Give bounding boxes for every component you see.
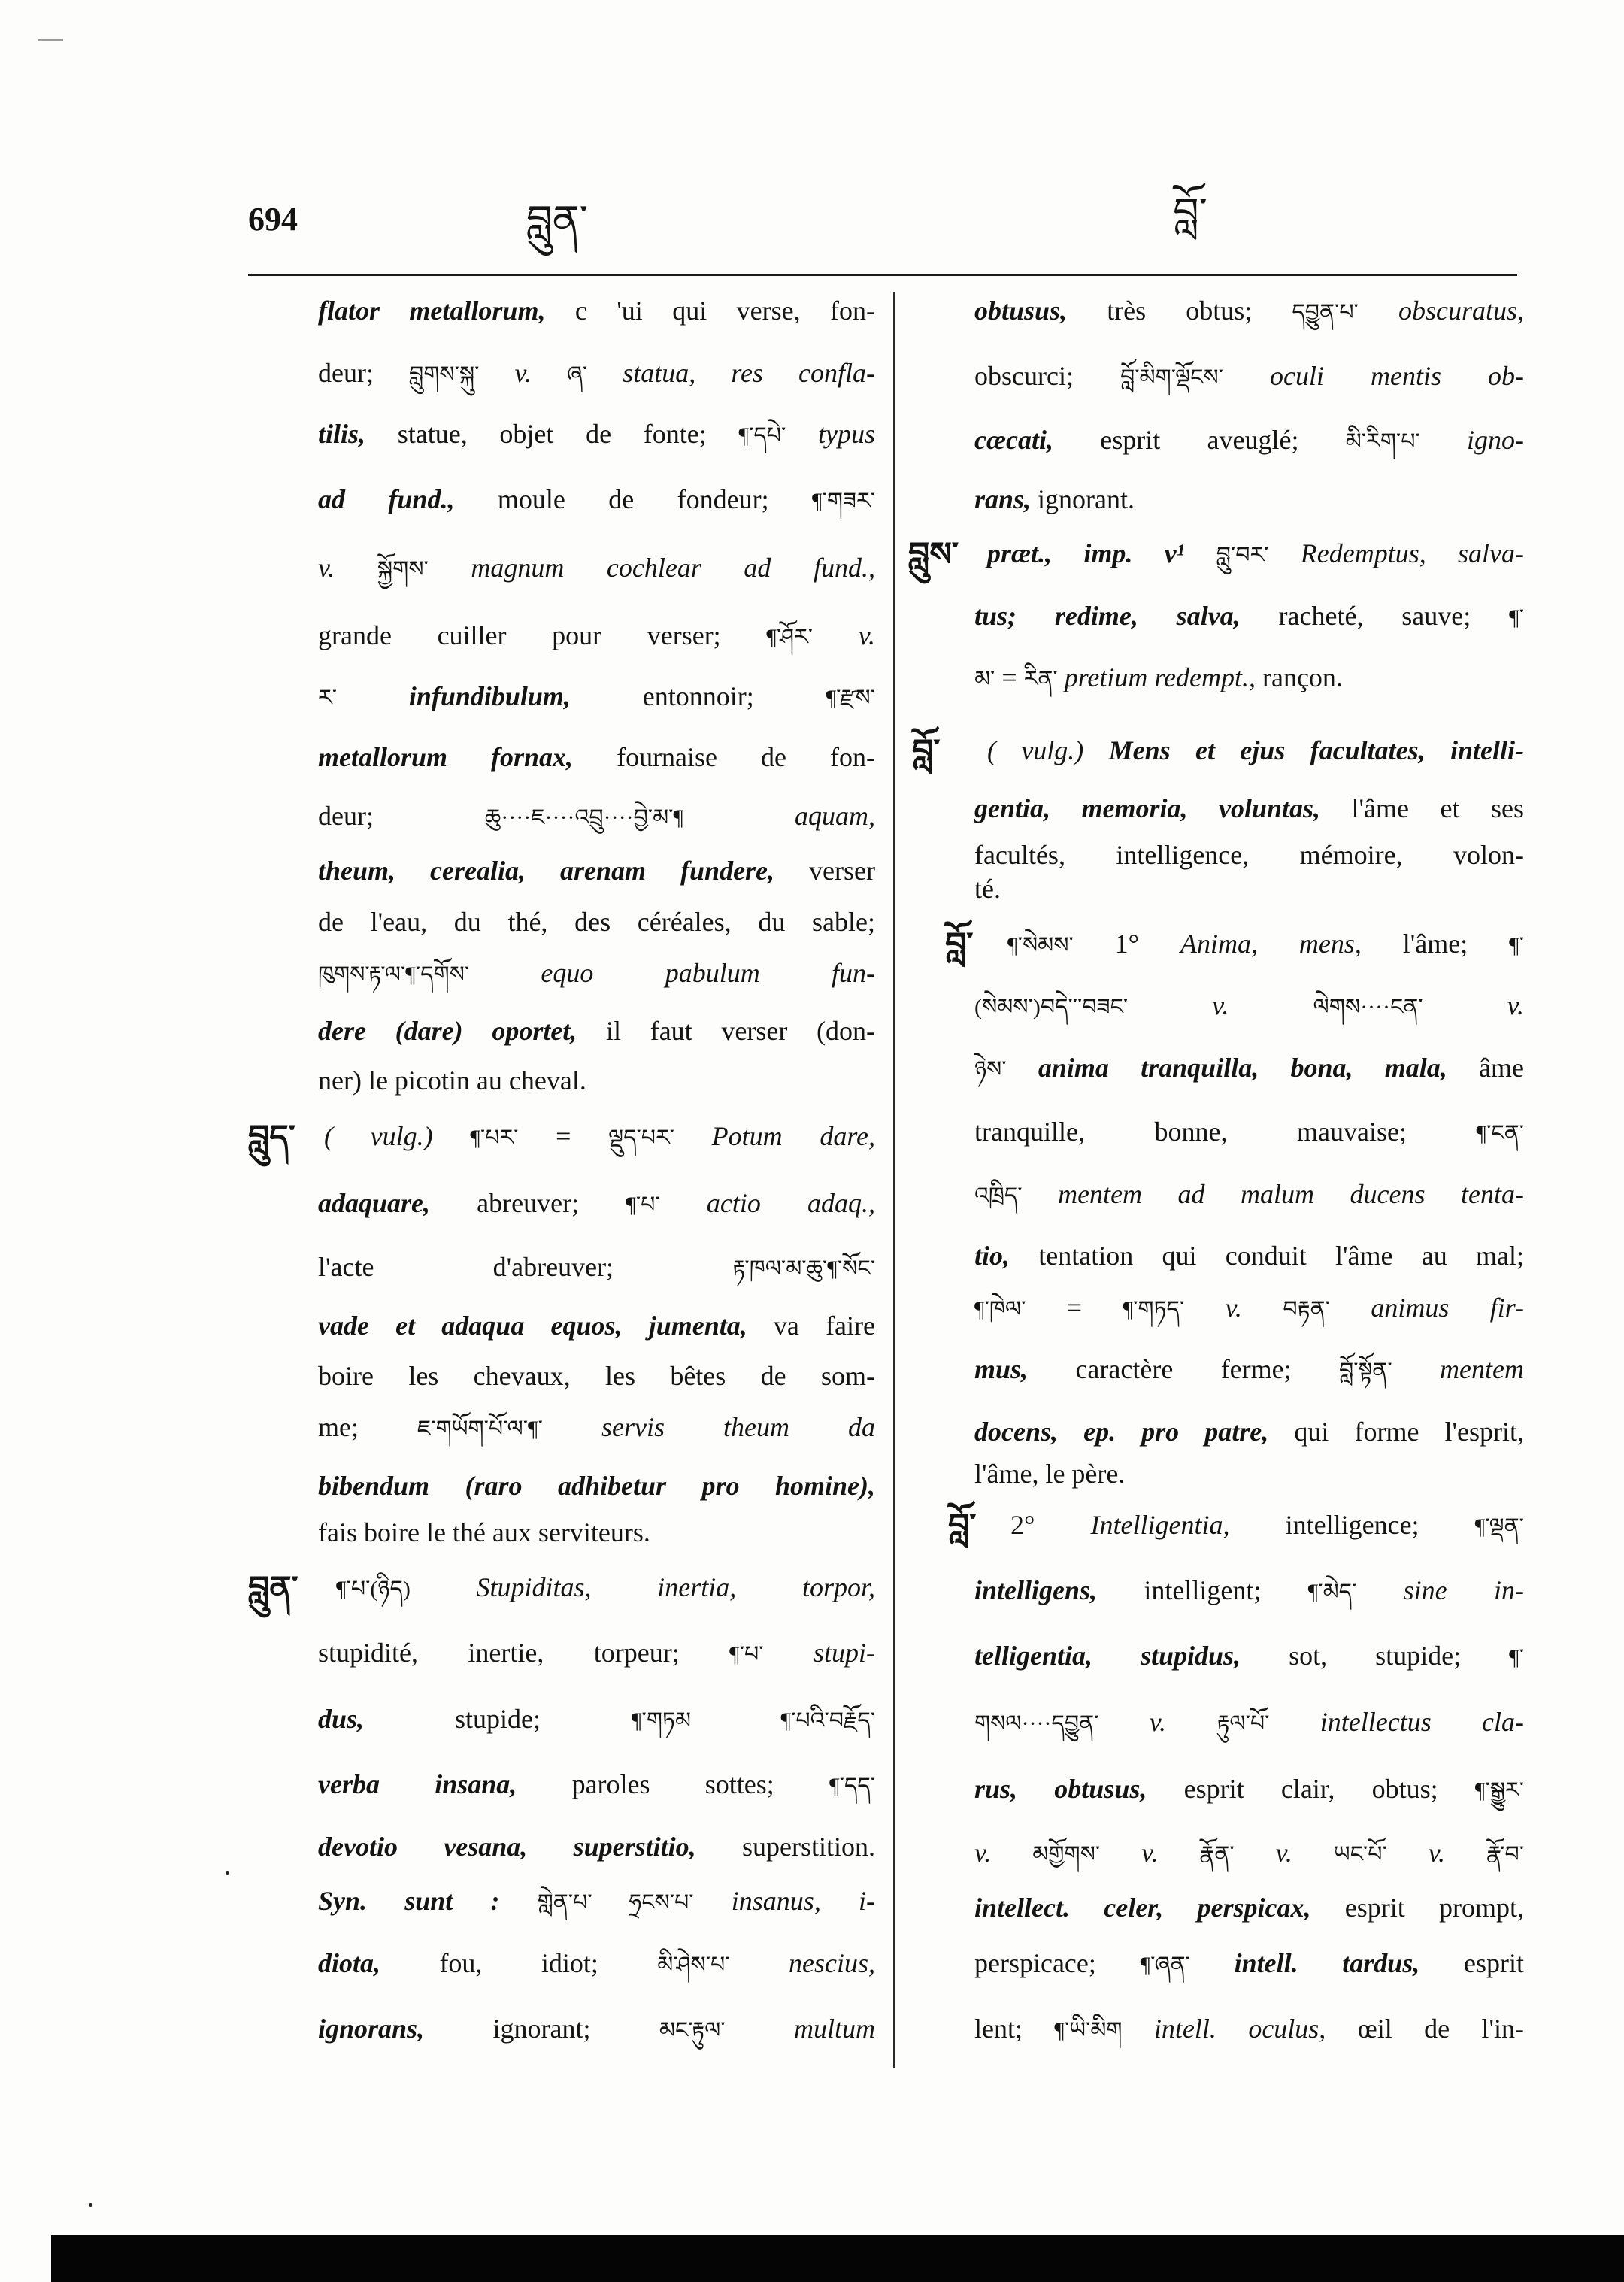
- tibetan-text: གསལ····དབྱུན་: [974, 1711, 1099, 1736]
- tibetan-text: ¶་ལྡན་: [1474, 1514, 1524, 1539]
- text-run: stupide;: [364, 1704, 632, 1734]
- text-run: entonnoir;: [570, 681, 826, 711]
- text-run: =: [518, 1121, 609, 1151]
- tibetan-text: བརྟན་: [1283, 1297, 1330, 1322]
- text-run: de l'eau, du thé, des céréales, du sable;: [318, 907, 875, 937]
- dictionary-line: [974, 1109, 1524, 1154]
- dictionary-line: [974, 353, 1524, 399]
- text-run: tilis,: [318, 419, 366, 449]
- tibetan-text: ¶་: [1509, 605, 1525, 630]
- text-run: esprit aveuglé;: [1053, 425, 1346, 455]
- text-run: c 'ui qui verse, fon-: [545, 295, 875, 326]
- tibetan-text: མ་: [974, 667, 995, 692]
- tibetan-text: ¶་ཤོར་: [766, 625, 814, 650]
- text-run: caractère ferme;: [1028, 1354, 1340, 1384]
- text-run: Syn. sunt :: [318, 1886, 538, 1916]
- text-run: Anima, mens,: [1180, 929, 1362, 959]
- text-run: deur;: [318, 801, 485, 831]
- text-run: fou, idiot;: [380, 1948, 658, 1978]
- tibetan-text: ཁུགས་རྟ་ལ་¶་དགོས་: [318, 962, 470, 987]
- text-run: v.: [1184, 1293, 1283, 1323]
- tibetan-text: རྟུལ་པོ་: [1216, 1711, 1270, 1736]
- text-run: superstition.: [695, 1832, 875, 1862]
- tibetan-text: ¶་སེམས་: [1007, 933, 1074, 958]
- headword: བློ་: [912, 733, 941, 770]
- dictionary-line: [318, 1463, 875, 1508]
- text-run: v.: [318, 553, 377, 583]
- text-run: verser: [774, 856, 875, 886]
- text-run: magnum cochlear ad fund.,: [428, 553, 875, 583]
- dictionary-line: [974, 1233, 1524, 1278]
- text-run: ( vulg.): [324, 1121, 471, 1151]
- text-run: va faire: [747, 1311, 875, 1341]
- scan-smudge: [38, 39, 63, 41]
- tibetan-text: (སེམས་)བདེ་་་བཟང་: [974, 995, 1129, 1020]
- text-run: actio adaq.,: [659, 1188, 875, 1218]
- tibetan-text: དབྱུན་པ་: [1292, 300, 1359, 325]
- dictionary-line: [318, 1824, 875, 1869]
- tibetan-text: ཡང་པོ་: [1333, 1842, 1387, 1867]
- header-rule: [248, 274, 1517, 276]
- text-run: =: [995, 662, 1024, 692]
- text-run: =: [1026, 1293, 1123, 1323]
- text-run: l'acte d'abreuver;: [318, 1252, 733, 1282]
- dictionary-line: [974, 1347, 1524, 1392]
- dictionary-line: [318, 1244, 875, 1289]
- dictionary-line: [974, 1885, 1524, 1930]
- scan-speck: [226, 1871, 229, 1875]
- text-run: præt., imp. v¹: [987, 538, 1216, 568]
- text-run: v.: [1386, 1838, 1486, 1868]
- dictionary-line: [974, 1766, 1524, 1811]
- dictionary-line: [318, 411, 875, 456]
- text-run: aquam,: [683, 801, 876, 831]
- text-run: animus fir-: [1329, 1293, 1525, 1323]
- dictionary-line: [324, 1114, 875, 1159]
- text-run: tus; redime, salva,: [974, 601, 1241, 631]
- text-run: il faut verser (don-: [577, 1016, 875, 1046]
- text-run: igno-: [1419, 425, 1525, 455]
- text-run: moule de fondeur;: [454, 484, 813, 514]
- tibetan-text: གླེན་པ་ ཧྲངས་པ་: [537, 1890, 694, 1915]
- tibetan-text: སྐྱོགས་: [377, 557, 429, 582]
- text-run: âme: [1447, 1053, 1524, 1083]
- dictionary-line: [974, 2006, 1524, 2051]
- text-run: grande cuiller pour verser;: [318, 620, 767, 650]
- text-run: intelligent;: [1097, 1575, 1308, 1605]
- text-run: verba insana,: [318, 1769, 517, 1799]
- text-run: devotio vesana, superstitio,: [318, 1832, 696, 1862]
- text-run: intellectus cla-: [1269, 1707, 1524, 1737]
- tibetan-text: ཉེས་: [974, 1057, 1007, 1082]
- tibetan-text: ¶་: [1509, 933, 1524, 958]
- tibetan-text: རྟ་ཁལ་མ་ཆུ་¶་སོང་: [732, 1256, 875, 1281]
- page-number: 694: [248, 201, 298, 238]
- scan-speck: [89, 2203, 92, 2207]
- dictionary-line: [318, 950, 875, 996]
- dictionary-line: [318, 613, 875, 658]
- headword: བླུན་: [248, 1570, 298, 1607]
- text-run: fournaise de fon-: [573, 742, 875, 772]
- tibetan-text: མང་རྟུལ་: [659, 2018, 726, 2043]
- text-run: stupidité, inertie, torpeur;: [318, 1638, 730, 1668]
- dictionary-line: [318, 1878, 875, 1923]
- tibetan-text: ¶་པ་(ཉིད): [336, 1577, 411, 1602]
- text-run: infundibulum,: [337, 681, 571, 711]
- text-run: fais boire le thé aux serviteurs.: [318, 1517, 650, 1547]
- tibetan-text: བླུགས་སྐུ་: [409, 362, 480, 387]
- dictionary-line: [318, 1630, 875, 1675]
- text-run: intell. oculus,: [1122, 2014, 1326, 2044]
- dictionary-line: [974, 417, 1524, 462]
- text-run: stupi-: [763, 1638, 875, 1668]
- tibetan-text: བློ་མིག་ལྡོངས་: [1120, 365, 1223, 390]
- text-run: ignorant;: [424, 2014, 659, 2044]
- tibetan-text: ¶་: [1509, 1645, 1524, 1670]
- text-run: obscuratus,: [1358, 295, 1524, 326]
- text-run: deur;: [318, 358, 410, 388]
- tibetan-text: ¶་གཟར་: [812, 489, 876, 514]
- tibetan-text: མགྱོགས་: [1032, 1842, 1101, 1867]
- text-run: l'âme, le père.: [974, 1459, 1126, 1489]
- dictionary-line: [318, 1941, 875, 1986]
- dictionary-line: [974, 288, 1524, 333]
- text-run: esprit prompt,: [1310, 1893, 1524, 1923]
- tibetan-text: ¶་པ་: [626, 1193, 660, 1217]
- tibetan-text: ལེགས····ངན་: [1313, 995, 1423, 1020]
- headword: བླུས་: [908, 536, 959, 573]
- tibetan-text: རིན་: [1023, 667, 1058, 692]
- text-run: obscurci;: [974, 361, 1120, 391]
- text-run: ( vulg.): [987, 735, 1109, 765]
- dictionary-line: [318, 288, 875, 333]
- right-column: [902, 278, 1549, 2068]
- text-run: theum, cerealia, arenam fundere,: [318, 856, 775, 886]
- text-run: pretium redempt.,: [1057, 662, 1256, 692]
- text-run: Mens et ejus facultates, intelli-: [1108, 735, 1524, 765]
- text-run: intelligence;: [1229, 1510, 1475, 1540]
- text-run: multum: [725, 2014, 875, 2044]
- dictionary-line: [1007, 921, 1524, 966]
- dictionary-line: [974, 1171, 1524, 1217]
- text-run: l'âme;: [1361, 929, 1510, 959]
- text-run: rus, obtusus,: [974, 1774, 1147, 1804]
- text-run: tranquille, bonne, mauvaise;: [974, 1117, 1477, 1147]
- dictionary-line: [318, 793, 875, 838]
- dictionary-line: [318, 1405, 875, 1450]
- text-run: intell. tardus,: [1189, 1948, 1420, 1978]
- tibetan-text: ¶་མེད་: [1307, 1580, 1357, 1605]
- tibetan-text: ¶་གཏམ ¶་པའི་བརྗོད་: [631, 1708, 876, 1733]
- text-run: v.: [1098, 1707, 1217, 1737]
- dictionary-line: [318, 1180, 875, 1226]
- dictionary-line: [974, 1285, 1524, 1330]
- tibetan-text: ¶་སྒྱུར་: [1474, 1778, 1524, 1803]
- dictionary-line: [974, 1941, 1524, 1986]
- tibetan-text: ལྡུད་པར་: [608, 1126, 674, 1150]
- dictionary-line: [974, 1830, 1524, 1875]
- text-run: boire les chevaux, les bêtes de som-: [318, 1361, 875, 1391]
- dictionary-line: [318, 2006, 875, 2051]
- text-run: equo pabulum fun-: [469, 958, 875, 988]
- tibetan-text: ¶་ཡི་མིག: [1054, 2018, 1123, 2043]
- scan-edge-bar: [51, 2235, 1624, 2282]
- text-run: racheté, sauve;: [1240, 601, 1510, 631]
- dictionary-line: [318, 1058, 875, 1103]
- tibetan-text: ཆུ····ཇ····འབྲུ····བྱེ་མ་¶: [484, 805, 684, 830]
- dictionary-line: [974, 655, 1524, 700]
- text-run: v.: [1128, 990, 1313, 1020]
- tibetan-text: རྣོན་: [1199, 1842, 1235, 1867]
- text-run: té.: [974, 874, 1001, 904]
- text-run: v.: [479, 358, 567, 388]
- tibetan-text: ¶་ཞན་: [1140, 1953, 1190, 1977]
- text-run: docens, ep. pro patre,: [974, 1417, 1269, 1447]
- text-run: dus,: [318, 1704, 365, 1734]
- text-run: v.: [974, 1838, 1033, 1868]
- dictionary-line: [318, 1762, 875, 1807]
- text-run: sine in-: [1356, 1575, 1524, 1605]
- tibetan-text: ¶་པ་: [729, 1642, 764, 1667]
- tibetan-text: བླུ་བར་: [1216, 543, 1269, 568]
- dictionary-line: [318, 1303, 875, 1348]
- text-run: v.: [1234, 1838, 1334, 1868]
- text-run: v.: [1423, 990, 1524, 1020]
- text-run: oculi mentis ob-: [1223, 361, 1524, 391]
- text-run: ner) le picotin au cheval.: [318, 1065, 586, 1096]
- text-run: insanus, i-: [693, 1886, 876, 1916]
- headword: བློ་: [945, 926, 974, 963]
- text-run: rançon.: [1255, 662, 1343, 692]
- text-run: v.: [1100, 1838, 1200, 1868]
- text-run: adaquare,: [318, 1188, 431, 1218]
- text-run: Potum dare,: [674, 1121, 875, 1151]
- text-run: ad fund.,: [318, 484, 455, 514]
- text-run: v.: [813, 620, 875, 650]
- text-run: ignorant.: [1031, 484, 1135, 514]
- dictionary-line: [318, 1353, 875, 1399]
- dictionary-line: [318, 1008, 875, 1053]
- dictionary-line: [318, 477, 875, 522]
- tibetan-text: ¶་ཁེལ་: [974, 1297, 1026, 1322]
- dictionary-line: [336, 1565, 875, 1610]
- dictionary-line: [987, 728, 1524, 773]
- tibetan-text: ¶་གཏད་: [1123, 1297, 1185, 1322]
- text-run: cæcati,: [974, 425, 1053, 455]
- text-run: obtusus,: [974, 295, 1068, 326]
- dictionary-line: [318, 674, 875, 719]
- dictionary-line: [974, 1409, 1524, 1454]
- tibetan-text: ¶་ངན་: [1476, 1121, 1524, 1146]
- text-run: mus,: [974, 1354, 1029, 1384]
- text-run: intellect. celer, perspicax,: [974, 1893, 1311, 1923]
- dictionary-line: [318, 545, 875, 590]
- text-run: facultés, intelligence, mémoire, volon-: [974, 840, 1524, 870]
- text-run: tentation qui conduit l'âme au mal;: [1010, 1241, 1524, 1271]
- text-run: intelligens,: [974, 1575, 1098, 1605]
- tibetan-text: ¶་རྫས་: [826, 686, 875, 711]
- text-run: bibendum (raro adhibetur pro homine),: [318, 1471, 875, 1501]
- text-run: très obtus;: [1067, 295, 1292, 326]
- text-run: Intelligentia,: [1090, 1510, 1230, 1540]
- dictionary-line: [987, 531, 1524, 576]
- text-run: telligentia, stupidus,: [974, 1641, 1241, 1671]
- dictionary-line: [974, 1699, 1524, 1744]
- text-run: statua, res confla-: [587, 358, 875, 388]
- text-run: servis theum da: [542, 1412, 876, 1442]
- column-divider: [893, 292, 895, 2068]
- left-column: [241, 278, 887, 2068]
- tibetan-text: ར་: [318, 686, 337, 711]
- text-run: diota,: [318, 1948, 381, 1978]
- text-run: mentem: [1392, 1354, 1524, 1384]
- headword: བླུད་: [248, 1119, 295, 1156]
- text-run: l'âme et ses: [1320, 793, 1524, 823]
- dictionary-line: [318, 848, 875, 893]
- dictionary-line: [974, 786, 1524, 831]
- text-run: me;: [318, 1412, 418, 1442]
- text-run: esprit clair, obtus;: [1147, 1774, 1475, 1804]
- text-run: qui forme l'esprit,: [1268, 1417, 1524, 1447]
- dictionary-line: [974, 983, 1524, 1028]
- headword: བློ་: [948, 1508, 977, 1544]
- text-run: lent;: [974, 2014, 1055, 2044]
- tibetan-text: མི་ཤེས་པ་: [657, 1953, 730, 1977]
- text-run: Stupiditas, inertia, torpor,: [410, 1572, 875, 1602]
- dictionary-line: [1010, 1502, 1524, 1547]
- text-run: 2°: [1010, 1510, 1091, 1540]
- tibetan-text: འཁྲིད་: [974, 1183, 1023, 1208]
- text-run: œil de l'in-: [1326, 2014, 1524, 2044]
- dictionary-line: [974, 1633, 1524, 1678]
- running-head-left: བླུན་: [526, 198, 588, 243]
- tibetan-text: རྣོ་བ་: [1486, 1842, 1524, 1867]
- text-run: mentem ad malum ducens tenta-: [1022, 1179, 1524, 1209]
- text-run: anima tranquilla, bona, mala,: [1006, 1053, 1447, 1083]
- tibetan-text: མི་རིག་པ་: [1345, 429, 1420, 454]
- tibetan-text: ¶་པར་: [470, 1126, 519, 1150]
- text-run: perspicace;: [974, 1948, 1141, 1978]
- dictionary-line: [974, 1568, 1524, 1613]
- text-run: tio,: [974, 1241, 1010, 1271]
- tibetan-text: ¶་དཔེ་: [738, 423, 786, 448]
- text-run: nescius,: [729, 1948, 875, 1978]
- text-run: typus: [786, 419, 875, 449]
- dictionary-line: [318, 899, 875, 944]
- dictionary-line: [318, 1510, 875, 1555]
- dictionary-line: [974, 1045, 1524, 1090]
- text-run: flator metallorum,: [318, 295, 546, 326]
- running-head-right: བློ་: [1173, 190, 1207, 235]
- text-run: rans,: [974, 484, 1032, 514]
- dictionary-line: [318, 350, 875, 395]
- text-run: esprit: [1419, 1948, 1524, 1978]
- text-run: abreuver;: [430, 1188, 626, 1218]
- text-run: ignorans,: [318, 2014, 425, 2044]
- tibetan-text: ཇ་གཡོག་པོ་ལ་¶་: [417, 1417, 543, 1441]
- text-run: paroles sottes;: [517, 1769, 830, 1799]
- dictionary-line: [318, 735, 875, 780]
- tibetan-text: ཞ་: [566, 362, 588, 387]
- dictionary-line: [974, 593, 1524, 638]
- dictionary-line: [318, 1696, 875, 1741]
- tibetan-text: བློ་སྟོན་: [1339, 1359, 1392, 1383]
- text-run: dere (dare) oportet,: [318, 1016, 577, 1046]
- text-run: sot, stupide;: [1241, 1641, 1510, 1671]
- dictionary-line: [974, 866, 1524, 911]
- text-run: Redemptus, salva-: [1268, 538, 1524, 568]
- text-run: vade et adaqua equos, jumenta,: [318, 1311, 747, 1341]
- text-run: statue, objet de fonte;: [365, 419, 739, 449]
- dictionary-line: [974, 1451, 1524, 1496]
- text-run: metallorum fornax,: [318, 742, 574, 772]
- text-run: gentia, memoria, voluntas,: [974, 793, 1321, 823]
- text-run: 1°: [1073, 929, 1180, 959]
- dictionary-line: [974, 477, 1524, 522]
- tibetan-text: ¶་དད་: [829, 1774, 875, 1799]
